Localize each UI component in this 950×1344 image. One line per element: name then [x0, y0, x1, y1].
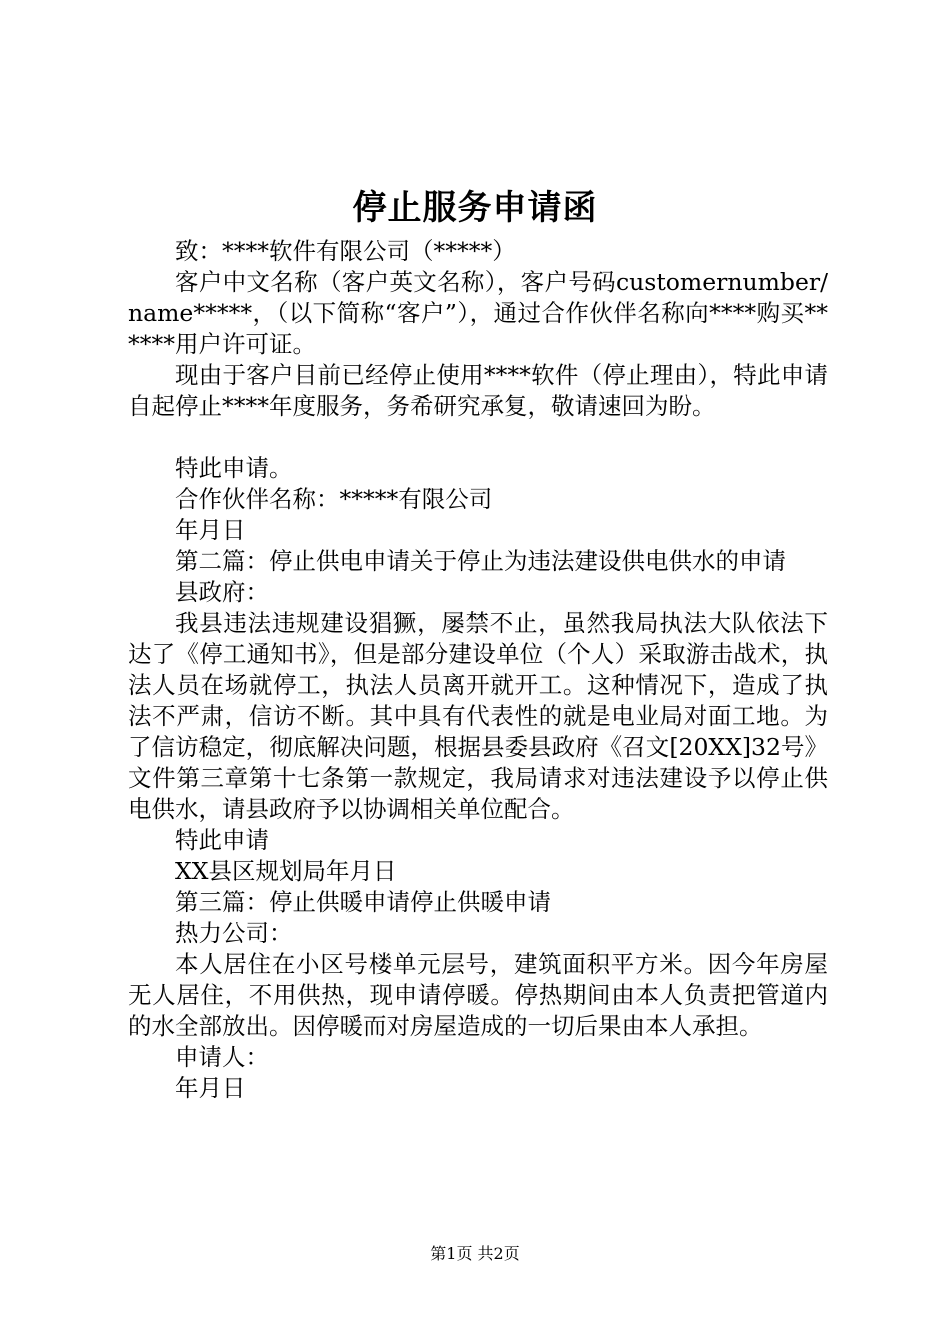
- paragraph-illegal-construction: 我县违法违规建设猖獗，屡禁不止，虽然我局执法大队依法下达了《停工通知书》，但是部分建设单位（个人）采取游击战术，执法人员在场就停工，执法人员离开就开工。这种情况下，造成了执法不严肃，信访不断。其中具有代表性的就是电业局对面工地。为了信访稳定，彻底解决问题，根据县委县政府《召文[20XX]32号》文件第三章第十七条第一款规定，我局请求对违法建设予以停止供电供水，请县政府予以协调相关单位配合。: [128, 609, 828, 823]
- paragraph-stop-reason: 现由于客户目前已经停止使用****软件（停止理由），特此申请自起停止****年度服务，务希研究承复，敬请速回为盼。: [128, 361, 828, 420]
- paragraph-heating-stop: 本人居住在小区号楼单元层号，建筑面积平方米。因今年房屋无人居住，不用供热，现申请停暖。停热期间由本人负责把管道内的水全部放出。因停暖而对房屋造成的一切后果由本人承担。: [128, 950, 828, 1040]
- applicant-line: 申请人：: [175, 1043, 269, 1071]
- partner-name-line: 合作伙伴名称：*****有限公司: [175, 485, 493, 513]
- recipient-heating-company: 热力公司：: [175, 919, 293, 947]
- date-line-1: 年月日: [175, 516, 246, 544]
- closing-line-1: 特此申请。: [175, 454, 293, 482]
- document-body: [128, 236, 828, 1104]
- blank-line: [128, 422, 828, 453]
- paragraph-customer-info: 客户中文名称（客户英文名称），客户号码customernumber/name*****，（以下简称“客户”），通过合作伙伴名称向****购买******用户许可证。: [128, 268, 828, 358]
- section-heading-2: 第二篇：停止供电申请关于停止为违法建设供电供水的申请: [175, 547, 786, 575]
- document-title: 停止服务申请函: [352, 188, 598, 228]
- section-heading-3: 第三篇：停止供暖申请停止供暖申请: [175, 888, 551, 916]
- signature-planning-bureau: XX县区规划局年月日: [175, 857, 397, 885]
- recipient-line: 致：****软件有限公司（*****）: [175, 237, 516, 265]
- recipient-county-government: 县政府：: [175, 578, 269, 606]
- page-footer: 第1页 共2页: [430, 1244, 520, 1263]
- closing-line-2: 特此申请: [175, 826, 269, 854]
- date-line-3: 年月日: [175, 1074, 246, 1102]
